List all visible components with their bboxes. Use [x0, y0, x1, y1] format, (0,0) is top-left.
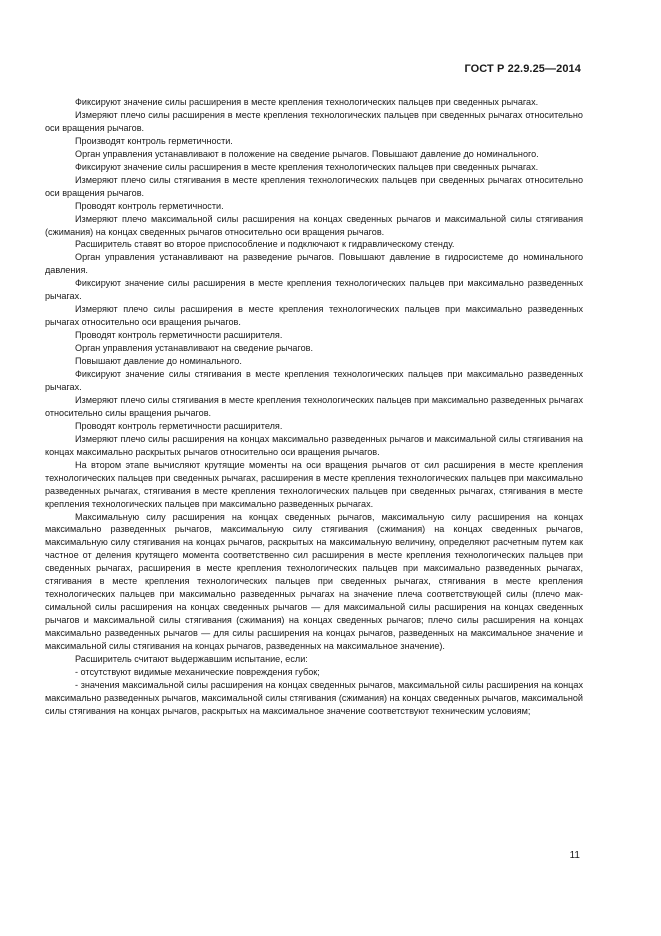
paragraph: Орган управления устанавливают на разведение рычагов. Повышают давление в гидросистеме до номинального давления. [45, 252, 583, 276]
paragraph: Измеряют плечо силы расширения в месте крепления технологических пальцев при сведенных рычагах относительно оси вращения рычагов. [45, 109, 583, 133]
paragraph: Измеряют плечо силы стягивания в месте крепления технологических пальцев при сведенных рычагах относительно оси вращения рычагов. [45, 174, 583, 198]
paragraph: Измеряют плечо силы расширения на концах максимально разведенных рычагов и максимальной силы стягивания на концах максимально раскрытых рычагов относительно оси вращения рычагов. [45, 433, 583, 457]
paragraph: Расширитель ставят во второе приспособление и подключают к гидравлическому стенду. [75, 239, 455, 250]
paragraph: Измеряют плечо максимальной силы расширения на концах сведенных рычагов и максимальной силы стягивания (сжимания) на концах сведенных рычагов относительно оси вращения рычагов. [45, 213, 583, 237]
paragraph: Повышают давление до номинального. [75, 356, 242, 367]
paragraph: Расширитель считают выдержавшим испытание, если: [75, 653, 308, 664]
standard-code-header: ГОСТ Р 22.9.25—2014 [464, 63, 581, 75]
paragraph: Максимальную силу расширения на концах сведенных рычагов, максимальную силу расширения на концах максимально разведенных рычагов, максимальную силу стягивания (сжимания) на концах сведенных рычагов, максимальную силу стягивания на концах рычагов, раскрытых на максимальную величину, определяют расчетным путем как частное от деления крутящего момента соответственно сил расширения в месте крепления технологических пальцев при сведенных рычагах, расширения в месте крепления технологических пальцев при максимально разведенных рычагах, стягивания в месте крепления технологических пальцев при сведенных рычагах, стягивания в месте крепления технологических пальцев при максимально разведенных рычагах на значение плеча соответствующей силы (плечо максимальной силы расширения на концах сведенных рычагов — для максимальной силы расширения на концах сведенных рычагов и максимальной силы стягивания (сжимания) на концах сведенных рычагов; плечо силы расширения на концах максимально разведенных рычагов — для силы расширения на концах рычагов, разведенных на максимальное значение и максимальной силы стягивания на концах рычагов, разведенных на максимальное значение). [45, 511, 583, 652]
paragraph: Орган управления устанавливают в положение на сведение рычагов. Повышают давление до номинального. [75, 148, 539, 159]
paragraph: Фиксируют значение силы расширения в месте крепления технологических пальцев при сведенных рычагах. [75, 161, 539, 172]
list-item: - значения максимальной силы расширения на концах сведенных рычагов, максимальной силы расширения на концах максимально разведенных рычагов, максимальной силы стягивания (сжимания) на концах сведенных рычагов, максимальной силы стягивания на концах рычагов, раскрытых на максимальное значение соответствуют техническим условиям; [45, 679, 583, 716]
paragraph: Измеряют плечо силы расширения в месте крепления технологических пальцев при максимально разведенных рычагах относительно оси вращения рычагов. [45, 304, 583, 328]
paragraph: Проводят контроль герметичности расширителя. [75, 420, 283, 431]
paragraph: Проводят контроль герметичности расширителя. [75, 330, 283, 341]
paragraph: Орган управления устанавливают на сведение рычагов. [75, 343, 313, 354]
paragraph: Фиксируют значение силы расширения в месте крепления технологических пальцев при максимально разведенных рычагах. [45, 278, 583, 302]
document-body [45, 96, 583, 718]
paragraph: Измеряют плечо силы стягивания в месте крепления технологических пальцев при максимально разведенных рычагах относительно силы вращения рычагов. [45, 394, 583, 418]
paragraph: Производят контроль герметичности. [75, 135, 233, 146]
paragraph: Проводят контроль герметичности. [75, 200, 224, 211]
paragraph: На втором этапе вычисляют крутящие моменты на оси вращения рычагов от сил расширения в месте крепления технологических пальцев при сведенных рычагах, расширения в месте крепления технологических пальцев при максимально разведенных рычагах, стягивания в месте крепления технологических пальцев при сведенных рычагах, стягивания в месте крепления технологических пальцев при максимально разведенных рычагах. [45, 459, 583, 509]
paragraph: Фиксируют значение силы стягивания в месте крепления технологических пальцев при максимально разведенных рычагах. [45, 369, 583, 392]
page-number: 11 [569, 850, 580, 861]
paragraph: Фиксируют значение силы расширения в месте крепления технологических пальцев при сведенных рычагах. [75, 97, 539, 107]
list-item: - отсутствуют видимые механические повреждения губок; [75, 666, 320, 677]
